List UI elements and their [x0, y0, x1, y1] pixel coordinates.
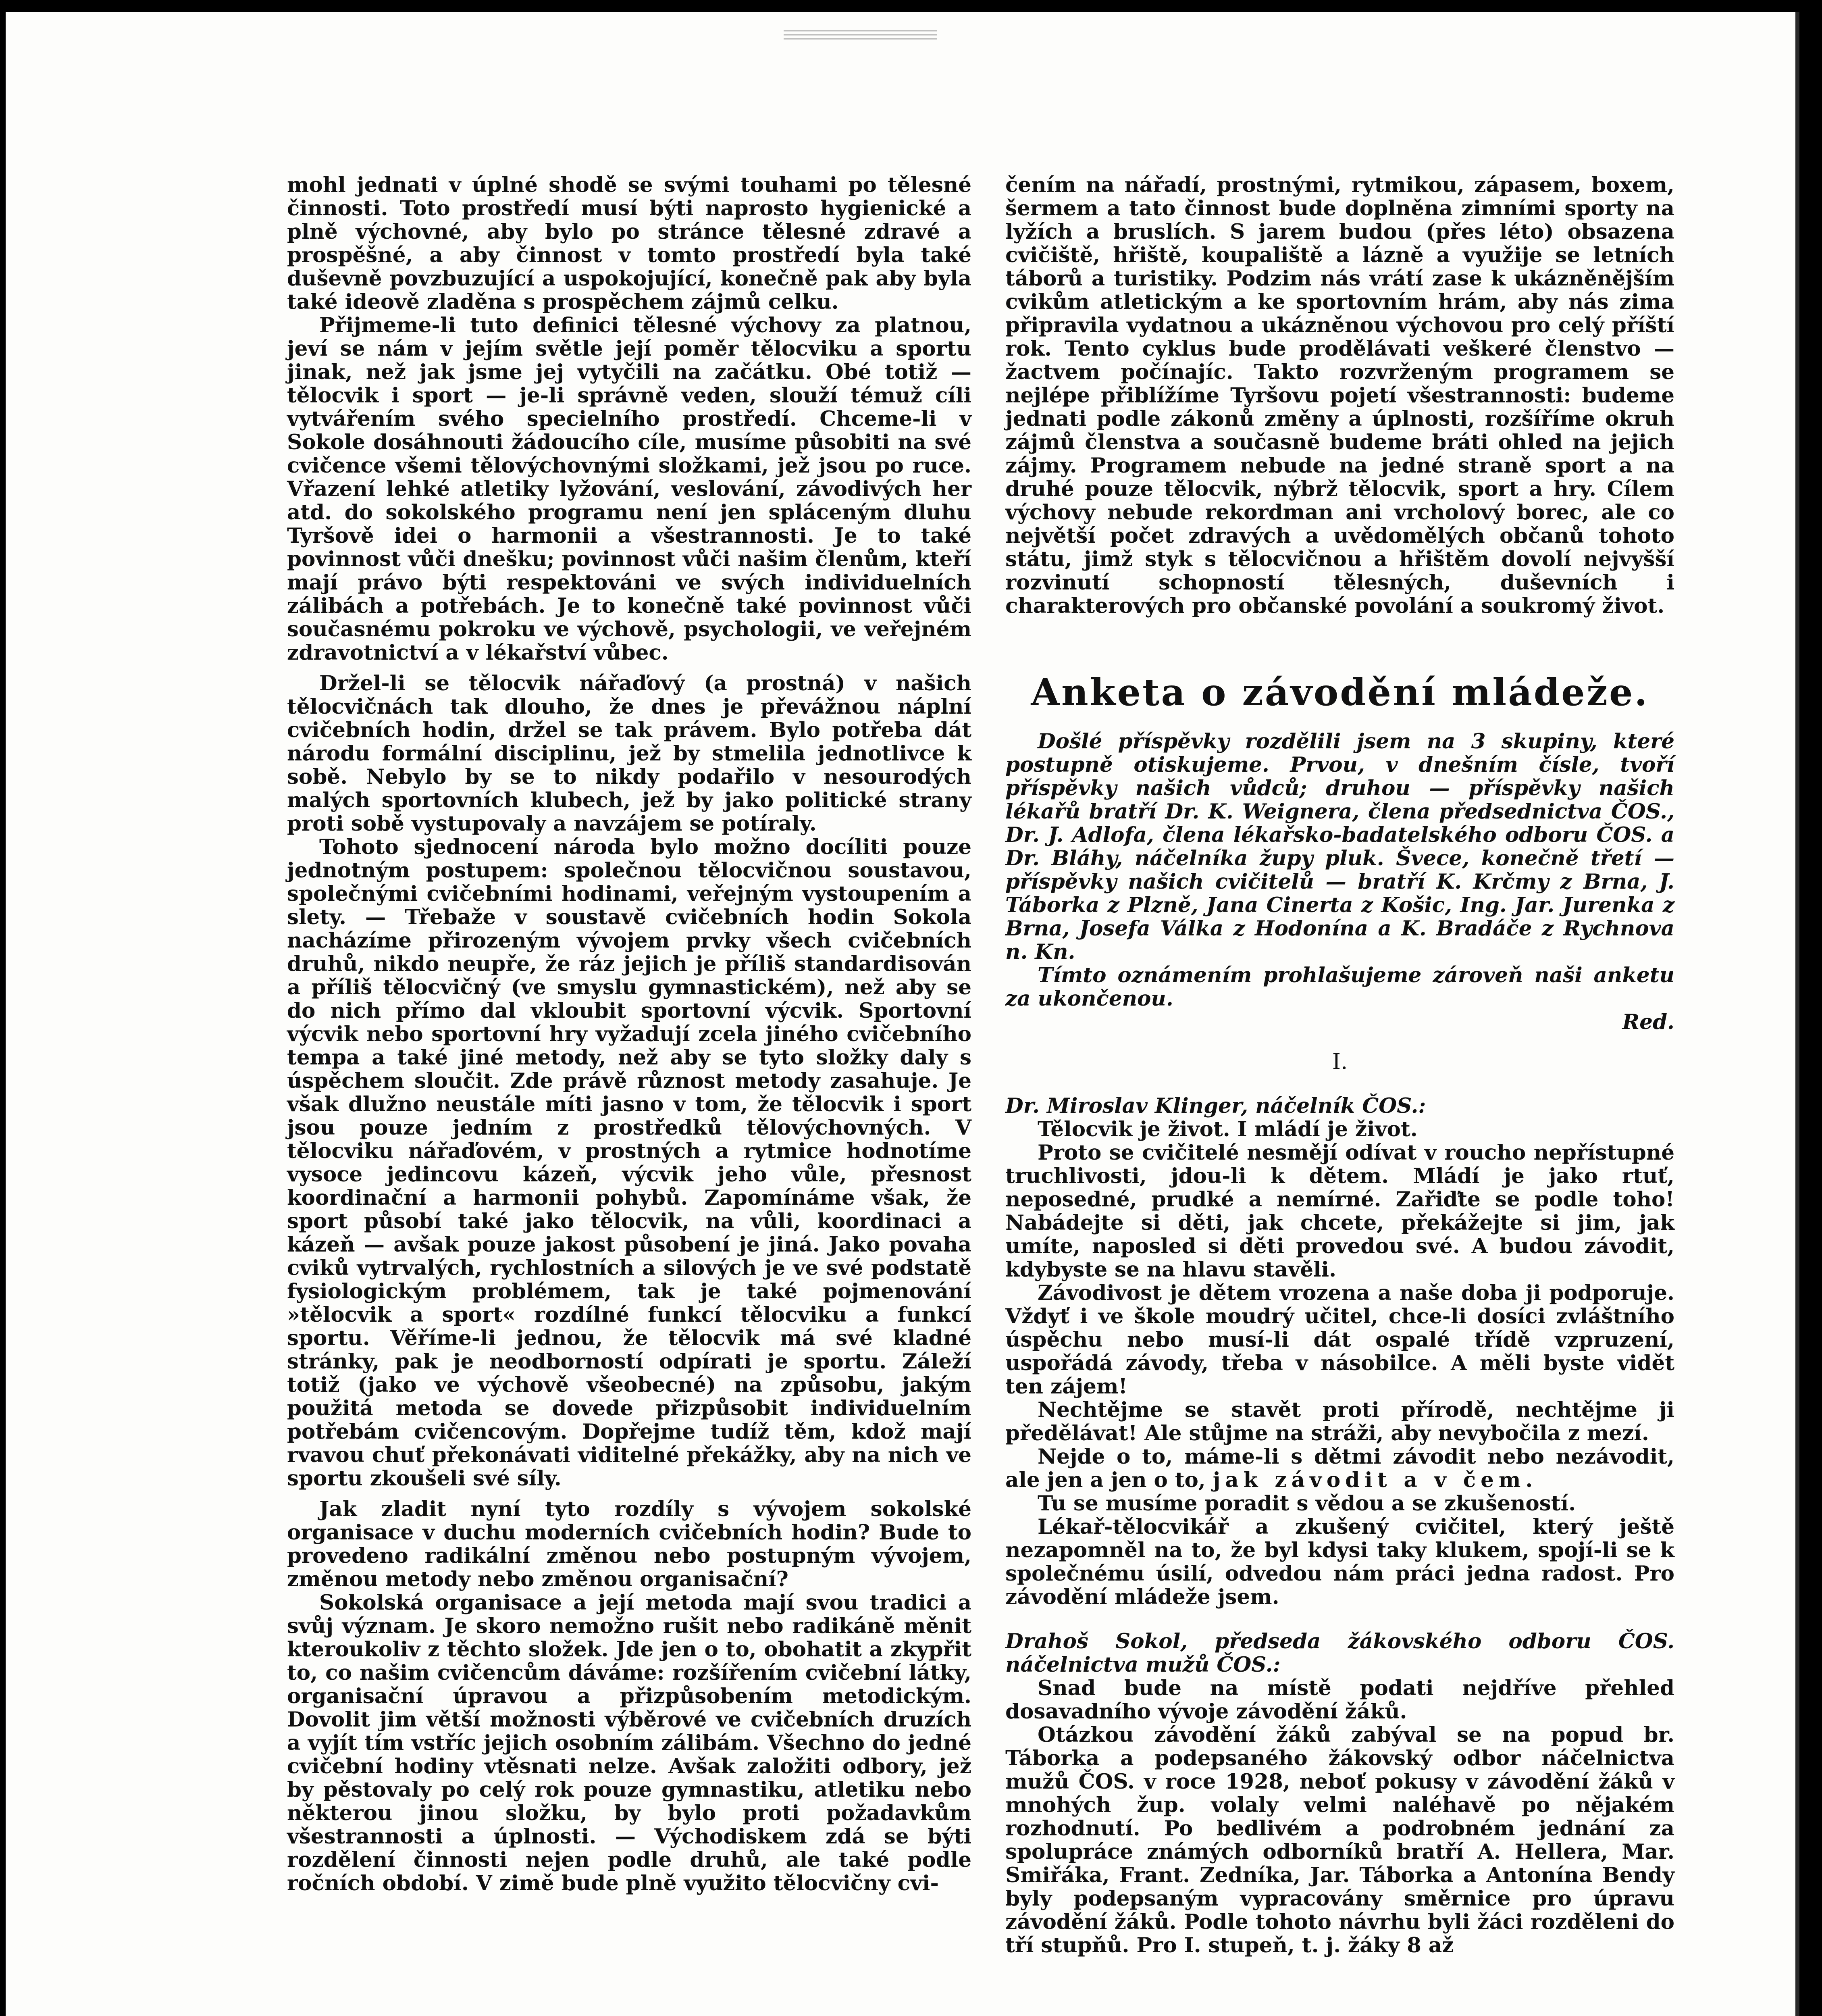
- document-page: [6, 12, 1795, 2016]
- body-paragraph: Tělocvik je život. I mládí je život.: [1038, 1117, 1418, 1141]
- body-paragraph: Lékař-tělocvikář a zkušený cvičitel, který ještě nezapomněl na to, že byl kdysi taky klukem, spojí-li se k společnému úsilí, odvedou nám práci jedna radost. Pro závodění mládeže jsem.: [1005, 1515, 1674, 1609]
- body-paragraph: Tu se musíme poradit s vědou a se zkušeností.: [1038, 1491, 1576, 1516]
- body-paragraph: Sokolská organisace a její metoda mají svou tradici a svůj význam. Je skoro nemožno rušit nebo radikáně měnit kteroukoliv z těchto složek. Jde jen o to, obohatit a zkypřit to, co našim cvičencům dáváme: rozšířením cvičební látky, organisační úpravou a přizpůsobením metodickým. Dovolit jim větší možnosti výběrové ve cvičebních druzích a vyjít tím vstříc jejich osobním zálibám. Všechno do jedné cvičební hodiny vtěsnati nelze. Avšak založiti odbory, jež by pěstovaly po celý rok pouze gymnastiku, atletiku nebo některou jinou složku, by bylo proti požadavkům všestrannosti a úplnosti. — Východiskem zdá se býti rozdělení činnosti nejen podle druhů, ale také podle ročních období. V zimě bude plně využito tělocvičny cvi-: [287, 1591, 971, 1895]
- closing-paragraph: [1005, 964, 1674, 1010]
- article-title: Anketa o závodění mládeže.: [1031, 671, 1649, 714]
- body-paragraph: čením na nářadí, prostnými, rytmikou, zápasem, boxem, šermem a tato činnost bude doplněna zimními sporty na lyžích a bruslích. S jarem budou (přes léto) obsazena cvičiště, hřiště, koupaliště a lázně a využije se letních táborů a turistiky. Podzim nás vrátí zase k ukázněnějším cvikům atletickým a ke sportovním hrám, aby nás zima připravila vydatnou a ukázněnou výchovou pro celý příští rok. Tento cyklus bude prodělávati veškeré členstvo — žactvem počínajíc. Takto rozvrženým programem se nejlépe přiblížíme Tyršovu pojetí všestrannosti: budeme jednati podle zákonů změny a úplnosti, rozšíříme okruh zájmů členstva a současně budeme bráti ohled na jejich zájmy. Programem nebude na jedné straně sport a na druhé pouze tělocvik, nýbrž tělocvik, sport a hry. Cílem výchovy nebude rekordman ani vrcholový borec, ale co největší počet zdravých a uvědomělých občanů tohoto státu, jimž styk s tělocvičnou a hřištěm dovolí nejvyšší rozvinutí schopností tělesných, duševních i charakterových pro občanské povolání a soukromý život.: [1005, 173, 1674, 618]
- contribution-author: Drahoš Sokol, předseda žákovského odboru ČOS. náčelnictva mužů ČOS.:: [1005, 1629, 1674, 1677]
- body-paragraph: Otázkou závodění žáků zabýval se na popud br. Táborka a podepsaného žákovský odbor náčelnictva mužů ČOS. v roce 1928, neboť pokusy v závodění žáků v mnohých žup. volaly velmi naléhavě po nějakém rozhodnutí. Po bedlivém a podrobném jednání za spolupráce známých odborníků bratří A. Hellera, Mar. Smiřáka, Frant. Zedníka, Jar. Táborka a Antonína Bendy byly podepsaným vypracovány směrnice pro úpravu závodění žáků. Podle tohoto návrhu byli žáci rozděleni do tří stupňů. Pro I. stupeň, t. j. žáky 8 až: [1005, 1723, 1674, 1958]
- article-intro: [1005, 730, 1674, 1034]
- body-paragraph: [1005, 1445, 1674, 1492]
- body-paragraph: Snad bude na místě podati nejdříve přehled dosavadního vývoje závodění žáků.: [1005, 1676, 1674, 1724]
- left-column: [287, 173, 971, 1895]
- body-paragraph: Nechtějme se stavět proti přírodě, nechtějme ji předělávat! Ale stůjme na stráži, aby nevybočila z mezí.: [1005, 1398, 1674, 1445]
- section-numeral: I.: [1332, 1049, 1348, 1074]
- body-paragraph: Jak zladit nyní tyto rozdíly s vývojem sokolské organisace v duchu moderních cvičebních hodin? Bude to provedeno radikální změnou nebo postupným vývojem, změnou metody nebo změnou organisační?: [287, 1497, 971, 1591]
- body-paragraph: Přijmeme-li tuto definici tělesné výchovy za platnou, jeví se nám v jejím světle její poměr tělocviku a sportu jinak, než jak jsme jej vytyčili na začátku. Obé totiž — tělocvik i sport — je-li správně veden, slouží témuž cíli vytvářením svého specielního prostředí. Chceme-li v Sokole dosáhnouti žádoucího cíle, musíme působiti na své cvičence všemi tělovýchovnými složkami, jež jsou po ruce. Vřazení lehké atletiky lyžování, veslování, závodivých her atd. do sokolského programu není jen spláceným dluhu Tyršově idei o harmonii a všestrannosti. Je to také povinnost vůči dnešku; povinnost vůči našim členům, kteří mají právo býti respektováni ve svých individuelních zálibách a potřebách. Je to konečně také povinnost vůči současnému pokroku ve výchově, psychologii, ve veřejném zdravotnictví a v lékařství vůbec.: [287, 313, 971, 665]
- closing-signature-row: [1005, 1010, 1674, 1034]
- spaced-emphasis: jak závodit a v čem.: [1213, 1468, 1538, 1492]
- body-paragraph: Proto se cvičitelé nesmějí odívat v roucho nepřístupné truchlivosti, jdou-li k dětem. Mládí je jako rtuť, neposedné, prudké a nemírné. Zařiďte se podle toho! Nabádejte si děti, jak chcete, překážejte si jim, jak umíte, naposled si děti provedou své. A budou závodit, kdybyste se na hlavu stavěli.: [1005, 1141, 1674, 1282]
- closing-text: Tímto oznámením prohlašujeme zároveň naši anketu za ukončenou.: [1005, 963, 1674, 1011]
- contribution-author: Dr. Miroslav Klinger, náčelník ČOS.:: [1005, 1094, 1426, 1118]
- print-smudge: [784, 27, 937, 46]
- text-fragment: Nejde o to, máme-li s dětmi závodit nebo nezávodit, ale jen a jen o to,: [1005, 1445, 1674, 1492]
- body-paragraph: Držel-li se tělocvik nářaďový (a prostná) v našich tělocvičnách tak dlouho, že dnes je převážnou náplní cvičebních hodin, držel se tak právem. Bylo potřeba dát národu formální disciplinu, jež by stmelila jednotlivce k sobě. Nebylo by se to nikdy podařilo v nesourodých malých sportovních klubech, jež by jako politické strany proti sobě vystupovaly a navzájem se potíraly.: [287, 671, 971, 836]
- editor-signature: Red.: [1622, 1010, 1674, 1034]
- intro-paragraph: Došlé příspěvky rozdělili jsem na 3 skupiny, které postupně otiskujeme. Prvou, v dnešním čísle, tvoří příspěvky našich vůdců; druhou — příspěvky našich lékařů bratří Dr. K. Weignera, člena předsednictva ČOS., Dr. J. Adlofa, člena lékařsko-badatelského odboru ČOS. a Dr. Bláhy, náčelníka župy pluk. Švece, konečně třetí — příspěvky našich cvičitelů — bratří K. Krčmy z Brna, J. Táborka z Plzně, Jana Cinerta z Košic, Ing. Jar. Jurenka z Brna, Josefa Válka z Hodonína a K. Bradáče z Rychnova n. Kn.: [1005, 729, 1674, 964]
- right-column: [1005, 173, 1674, 1957]
- body-paragraph: Tohoto sjednocení národa bylo možno docíliti pouze jednotným postupem: společnou tělocvičnou soustavou, společnými cvičebními hodinami, veřejným vystoupením a slety. — Třebaže v soustavě cvičebních hodin Sokola nacházíme přirozeným vývojem prvky všech cvičebních druhů, nikdo neupře, že ráz jejich je příliš standardisován a příliš tělocvičný (ve smyslu gymnastickém), než aby se do nich přímo dal vkloubit sportovní výcvik. Sportovní výcvik nebo sportovní hry vyžadují zcela jiného cvičebního tempa a také jiné metody, než aby se tyto složky daly s úspěchem sloučit. Zde právě různost metody zasahuje. Je však dlužno neustále míti jasno v tom, že tělocvik i sport jsou pouze jedním z prostředků tělovýchovných. V tělocviku nářaďovém, v prostných a rytmice hodnotíme vysoce jedincovu kázeň, výcvik jeho vůle, přesnost koordinační a harmonii pohybů. Zapomínáme však, že sport působí také jako tělocvik, na vůli, koordinaci a kázeň — avšak pouze jakost působení je jiná. Jako povaha cviků vytrvalých, rychlostních a silových je ve své podstatě fysiologickým problémem, tak je také pojmenování »tělocvik a sport« rozdílné funkcí tělocviku a funkcí sportu. Věříme-li jednou, že tělocvik má své kladné stránky, pak je neodborností odpírati je sportu. Záleží totiž (jako ve výchově všeobecné) na způsobu, jakým použitá metoda se dovede přizpůsobit individuelním potřebám cvičencovým. Dopřejme tudíž těm, kdož mají rvavou chuť překonávati viditelné překážky, aby na nich ve sportu zkoušeli své síly.: [287, 835, 971, 1491]
- scan-edge-line: [1795, 12, 1799, 2016]
- body-paragraph: mohl jednati v úplné shodě se svými touhami po tělesné činnosti. Toto prostředí musí býti naprosto hygienické a plně výchovné, aby bylo po stránce tělesné zdravé a prospěšné, a aby činnost v tomto prostředí byla také duševně povzbuzující a uspokojující, konečně pak aby byla také ideově zladěna s prospěchem zájmů celku.: [287, 173, 971, 314]
- body-paragraph: Závodivost je dětem vrozena a naše doba ji podporuje. Vždyť i ve škole moudrý učitel, chce-li dosíci zvláštního úspěchu nebo musí-li dát ospalé třídě vzpruzení, uspořádá závody, třeba v násobilce. A měli byste vidět ten zájem!: [1005, 1281, 1674, 1399]
